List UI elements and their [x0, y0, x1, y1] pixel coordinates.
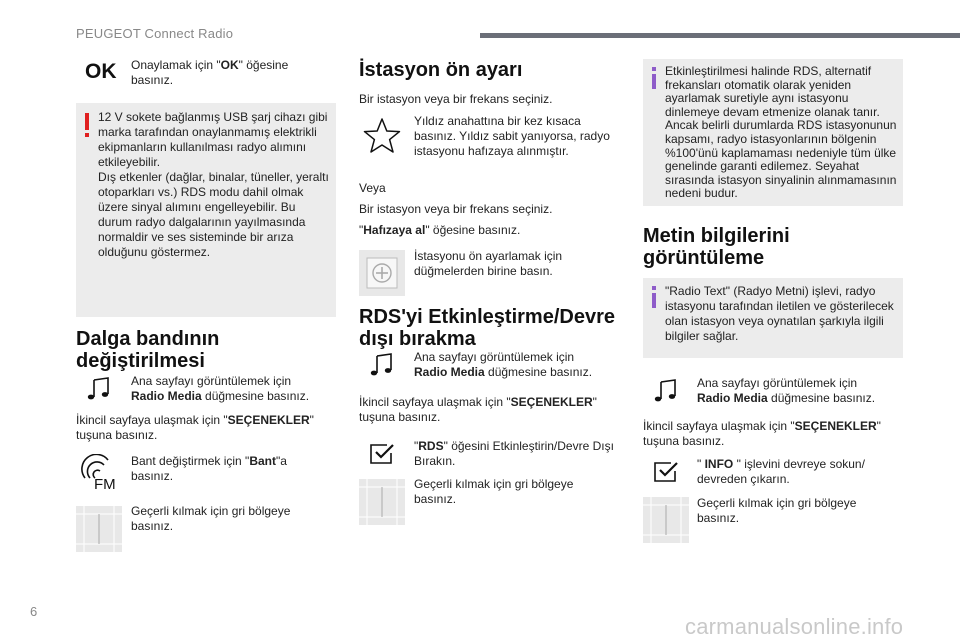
home-bold: Radio Media: [414, 365, 485, 379]
band-pre: Bant değiştirmek için ": [131, 454, 250, 468]
rds-instruction: [414, 439, 619, 469]
home-text: Ana sayfayı görüntülemek için: [414, 350, 575, 364]
preset-section-title: İstasyon ön ayarı: [359, 59, 523, 81]
ok-instruction: [131, 58, 321, 88]
rds-post: " öğesini Etkinleştirin/Devre Dışı Bırakın.: [414, 439, 614, 468]
back-instruction-2: Geçerli kılmak için gri bölgeye basınız.: [414, 477, 574, 506]
memory-instruction: [359, 223, 619, 238]
checkbox-icon: [369, 443, 395, 465]
info-bold: INFO: [704, 457, 734, 471]
options-instruction-3: [643, 419, 903, 449]
options-bold: SEÇENEKLER: [227, 413, 310, 427]
header-bar: [480, 33, 960, 38]
home-instruction-2: [414, 350, 619, 380]
options-pre: İkincil sayfaya ulaşmak için ": [359, 395, 511, 409]
info-icon: [649, 67, 659, 89]
warning-icon: [82, 113, 92, 139]
ok-text-bold: OK: [220, 58, 239, 72]
running-header: PEUGEOT Connect Radio: [76, 26, 234, 41]
grey-zone-icon: [643, 497, 689, 543]
info-note-2-text: "Radio Text" (Radyo Metni) işlevi, radyo istasyonu tarafından iletilen ve gösterilecek olan istasyon veya oynatılan şarkıyla ilgili bilgiler sağlar.: [665, 284, 894, 343]
memory-bold: Hafızaya al: [363, 223, 426, 237]
ok-text-pre: Onaylamak için ": [131, 58, 221, 72]
star-icon: [363, 117, 401, 155]
warning-text-1: 12 V sokete bağlanmış USB şarj cihazı gibi marka tarafından onaylanmamış elektrikli ekipmanların kullanılması radyo alımını etkileyebilir.: [98, 110, 328, 169]
grey-zone-icon: [76, 506, 122, 552]
back-instruction-3: Geçerli kılmak için gri bölgeye basınız.: [697, 496, 857, 525]
options-instruction-1: [76, 413, 336, 443]
plus-instruction: İstasyonu ön ayarlamak için düğmelerden birine basın.: [414, 249, 563, 278]
svg-text:FM: FM: [94, 476, 116, 492]
home-bold: Radio Media: [697, 391, 768, 405]
info-toggle-instruction: [697, 457, 902, 487]
home-instruction-1: [131, 374, 331, 404]
band-section-title: Dalga bandının değiştirilmesi: [76, 328, 220, 372]
info-note-1-text: Etkinleştirilmesi halinde RDS, alternatif frekansları otomatik olarak yeniden ayarlamak suretiyle aynı istasyonu dinlemeye devam etmenize olanak tanır. Ancak belirli durumlarda RDS istasyonunun kapsamı, radyo istasyonlarının bölgenin %100'ünü kaplamaması nedeniyle tüm ülke genelinde garanti edilemez. Seyahat sırasında istasyon sinyalinin alınmamasının nedeni budur.: [665, 64, 897, 201]
options-instruction-2: [359, 395, 619, 425]
home-bold: Radio Media: [131, 389, 202, 403]
home-post: düğmesine basınız.: [771, 391, 876, 405]
watermark: carmanualsonline.info: [685, 614, 904, 639]
ok-icon: OK: [85, 60, 117, 83]
home-post: düğmesine basınız.: [488, 365, 593, 379]
grey-zone-icon: [359, 479, 405, 525]
info-post: " işlevini devreye sokun/ devreden çıkarın.: [697, 457, 865, 486]
info-note-1: [643, 59, 903, 206]
text-info-section-title: Metin bilgilerini görüntüleme: [643, 225, 790, 269]
options-bold: SEÇENEKLER: [794, 419, 877, 433]
star-instruction: Yıldız anahattına bir kez kısaca basınız. Yıldız sabit yanıyorsa, radyo istasyonu hafızaya alınmıştır.: [414, 114, 610, 158]
ok-text-post: " öğesine basınız.: [131, 58, 289, 87]
back-instruction-1: Geçerli kılmak için gri bölgeye basınız.: [131, 504, 291, 533]
home-post: düğmesine basınız.: [205, 389, 310, 403]
preset-plus-icon: [359, 250, 405, 296]
memory-post: " öğesine basınız.: [425, 223, 521, 237]
home-text: Ana sayfayı görüntülemek için: [697, 376, 858, 390]
or-text: Veya: [359, 181, 386, 195]
select-station-text: Bir istasyon veya bir frekans seçiniz.: [359, 92, 553, 106]
info-pre: ": [697, 457, 705, 471]
options-pre: İkincil sayfaya ulaşmak için ": [643, 419, 795, 433]
music-note-icon: [369, 352, 395, 378]
warning-text-2: Dış etkenler (dağlar, binalar, tüneller, yeraltı otoparkları vs.) RDS modu dahil olmak üzere sinyal alımını engelleyebilir. Bu durum radyo dalgalarının yayılmasında normaldir ve ses sisteminde bir arıza olduğunu göstermez.: [98, 170, 329, 259]
checkbox-icon: [653, 461, 679, 483]
select-station-text-2: Bir istasyon veya bir frekans seçiniz.: [359, 202, 553, 216]
rds-bold: RDS: [418, 439, 444, 453]
options-pre: İkincil sayfaya ulaşmak için ": [76, 413, 228, 427]
rds-section-title: RDS'yi Etkinleştirme/Devre dışı bırakma: [359, 306, 615, 350]
info-icon: [649, 286, 659, 308]
music-note-icon: [653, 378, 679, 404]
info-note-2: [643, 278, 903, 358]
band-instruction: [131, 454, 321, 484]
home-text: Ana sayfayı görüntülemek için: [131, 374, 292, 388]
home-instruction-3: [697, 376, 902, 406]
band-bold: Bant: [249, 454, 276, 468]
rds-pre: ": [414, 439, 419, 453]
warning-note: [76, 103, 336, 317]
options-post: " tuşuna basınız.: [359, 395, 597, 424]
page-number: 6: [30, 604, 38, 619]
music-note-icon: [86, 376, 112, 402]
options-post: " tuşuna basınız.: [643, 419, 881, 448]
band-post: "a basınız.: [131, 454, 287, 483]
fm-radio-icon: [80, 454, 122, 492]
memory-pre: ": [359, 223, 364, 237]
options-post: " tuşuna basınız.: [76, 413, 314, 442]
options-bold: SEÇENEKLER: [510, 395, 593, 409]
